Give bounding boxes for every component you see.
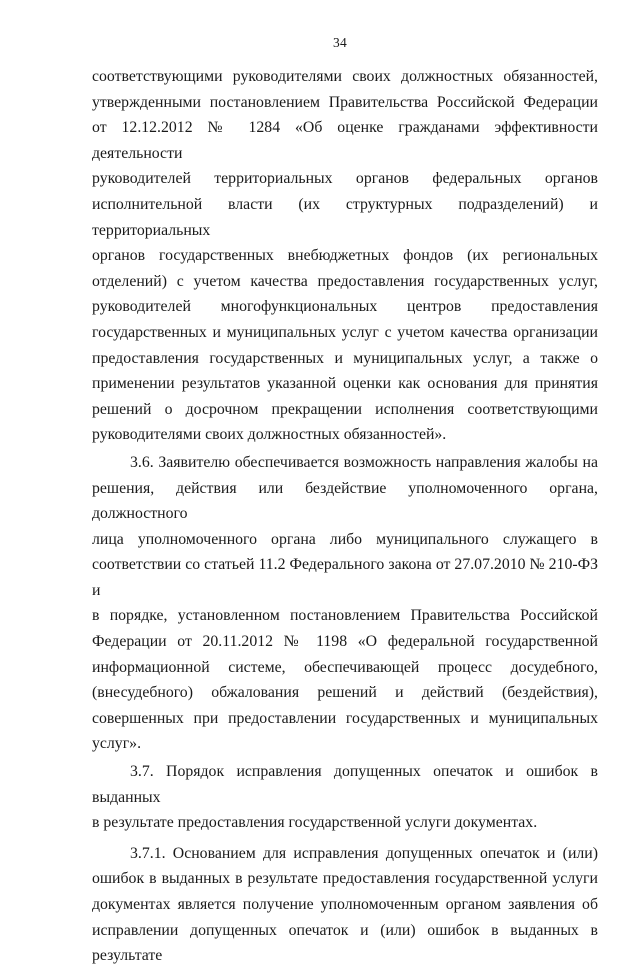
text-line: соответствии со статьей 11.2 Федерального закона от 27.07.2010 № 210-ФЗ и	[92, 556, 598, 599]
text-line: применении результатов указанной оценки как основания для принятия	[92, 375, 598, 393]
text-line: соответствующими руководителями своих должностных обязанностей,	[92, 68, 598, 85]
text-line: утвержденными постановлением Правительства Российской Федерации	[92, 93, 598, 111]
text-line: 3.7.1. Основанием для исправления допущенных опечаток и (или)	[130, 844, 598, 862]
text-line: предоставления государственных и муниципальных услуг, а также о	[92, 349, 598, 367]
text-line: руководителей многофункциональных центров предоставления	[92, 298, 598, 316]
text-line: в результате предоставления государственной услуги документах.	[92, 814, 538, 832]
text-line: 3.6. Заявителю обеспечивается возможность направления жалобы на	[130, 453, 598, 471]
text-line: руководителями своих должностных обязанностей».	[92, 426, 447, 444]
text-line: от 12.12.2012 № 1284 «Об оценке гражданами эффективности деятельности	[92, 119, 598, 162]
text-line: решения, действия или бездействие уполномоченного органа, должностного	[92, 479, 598, 523]
text-line: руководителей территориальных органов федеральных органов	[92, 170, 598, 188]
text-line: отделений) с учетом качества предоставления государственных услуг,	[92, 272, 598, 290]
text-line: совершенных при предоставлении государственных и муниципальных	[92, 709, 598, 727]
text-line: документах является получение уполномоченным органом заявления об	[92, 896, 598, 913]
document-body	[92, 64, 598, 969]
page-number: 34	[332, 35, 348, 50]
text-line: органов государственных внебюджетных фондов (их региональных	[92, 247, 598, 265]
text-line: исправлении допущенных опечаток и (или) ошибок в выданных в результате	[92, 921, 598, 965]
text-line: услуг».	[92, 735, 142, 753]
text-line: ошибок в выданных в результате предоставления государственной услуги	[92, 870, 598, 888]
text-line: информационной системе, обеспечивающей процесс досудебного,	[92, 658, 598, 676]
text-line: (внесудебного) обжалования решений и действий (бездействия),	[92, 684, 598, 702]
text-line: лица уполномоченного органа либо муниципального служащего в	[92, 530, 598, 548]
text-line: государственных и муниципальных услуг с учетом качества организации	[92, 323, 598, 341]
text-line: 3.7. Порядок исправления допущенных опечаток и ошибок в выданных	[92, 763, 598, 806]
text-line: исполнительной власти (их структурных подразделений) и территориальных	[92, 195, 598, 239]
text-line: Федерации от 20.11.2012 № 1198 «О федеральной государственной	[92, 633, 598, 651]
text-line: в порядке, установленном постановлением Правительства Российской	[92, 607, 598, 625]
text-line: решений о досрочном прекращении исполнения соответствующими	[92, 400, 598, 418]
